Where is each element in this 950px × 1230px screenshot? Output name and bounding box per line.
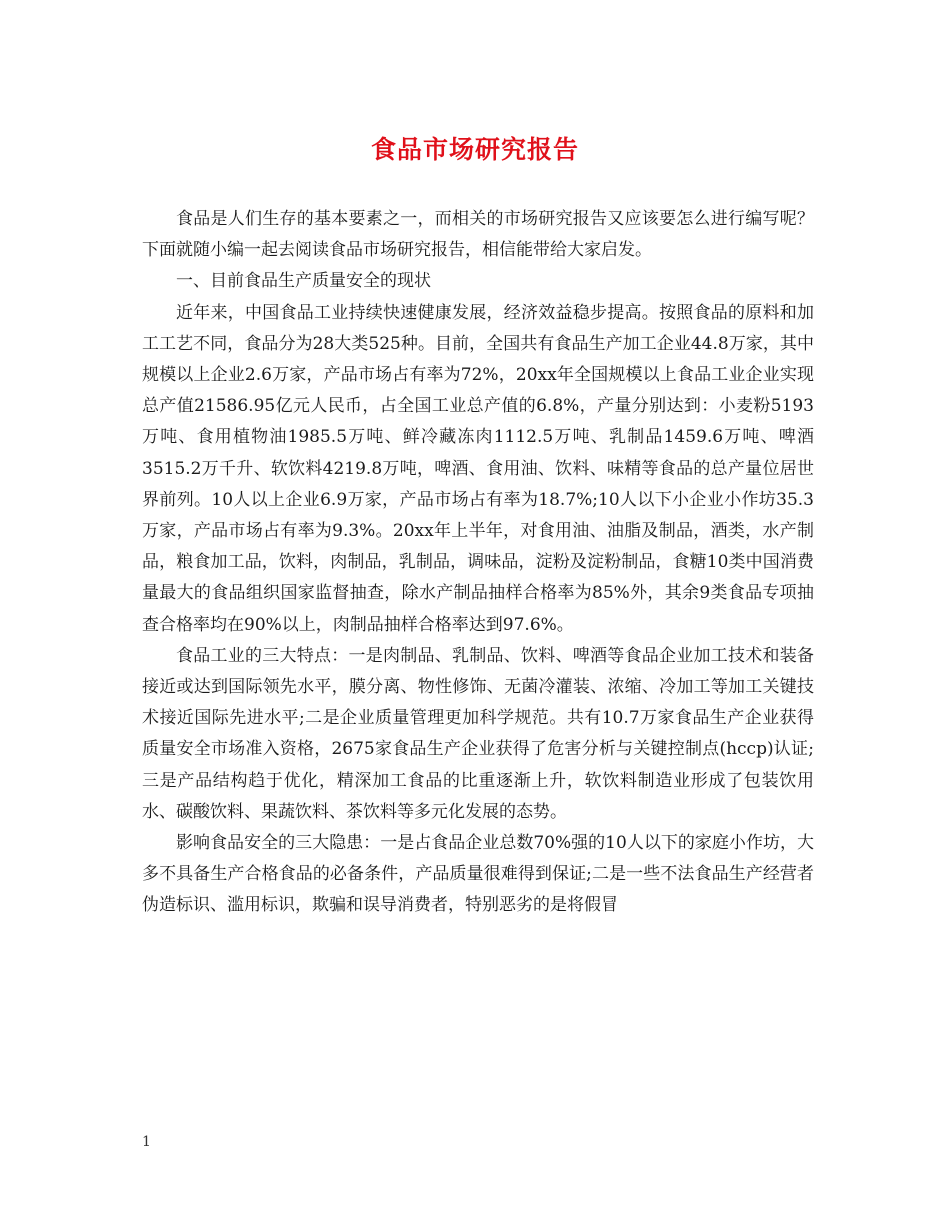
page-number: 1 — [142, 1134, 151, 1150]
paragraph-hazards: 影响食品安全的三大隐患：一是占食品企业总数70%强的10人以下的家庭小作坊，大多不具备生产合格食品的必备条件，产品质量很难得到保证;二是一些不法食品生产经营者伪造标识、滥用标识，欺骗和误导消费者，特别恶劣的是将假冒 — [142, 833, 814, 916]
paragraph-features: 食品工业的三大特点：一是肉制品、乳制品、饮料、啤酒等食品企业加工技术和装备接近或达到国际领先水平，膜分离、物性修饰、无菌冷灌装、浓缩、冷加工等加工关键技术接近国际先进水平;二是企业质量管理更加科学规范。共有10.7万家食品生产企业获得质量安全市场准入资格，2675家食品生产企业获得了危害分析与关键控制点(hccp)认证;三是产品结构趋于优化，精深加工食品的比重逐渐上升，软饮料制造业形成了包装饮用水、碳酸饮料、果蔬饮料、茶饮料等多元化发展的态势。 — [142, 645, 814, 822]
section-heading: 一、目前食品生产质量安全的现状 — [176, 271, 431, 292]
document-body — [142, 204, 814, 922]
document-title: 食品市场研究报告 — [370, 135, 579, 164]
paragraph-intro: 食品是人们生存的基本要素之一，而相关的市场研究报告又应该要怎么进行编写呢？下面就随小编一起去阅读食品市场研究报告，相信能带给大家启发。 — [142, 209, 814, 261]
paragraph-status: 近年来，中国食品工业持续快速健康发展，经济效益稳步提高。按照食品的原料和加工工艺不同，食品分为28大类525种。目前，全国共有食品生产加工企业44.8万家，其中规模以上企业2.6万家，产品市场占有率为72%，20xx年全国规模以上食品工业企业实现总产值21586.95亿元人民币，占全国工业总产值的6.8%，产量分别达到：小麦粉5193万吨、食用植物油1985.5万吨、鲜冷藏冻肉1112.5万吨、乳制品1459.6万吨、啤酒3515.2万千升、软饮料4219.8万吨，啤酒、食用油、饮料、味精等食品的总产量位居世界前列。10人以上企业6.9万家，产品市场占有率为18.7%;10人以下小企业小作坊35.3万家，产品市场占有率为9.3%。20xx年上半年，对食用油、油脂及制品，酒类，水产制品，粮食加工品，饮料，肉制品，乳制品，调味品，淀粉及淀粉制品，食糖10类中国消费量最大的食品组织国家监督抽查，除水产制品抽样合格率为85%外，其余9类食品专项抽查合格率均在90%以上，肉制品抽样合格率达到97.6%。 — [142, 302, 814, 635]
